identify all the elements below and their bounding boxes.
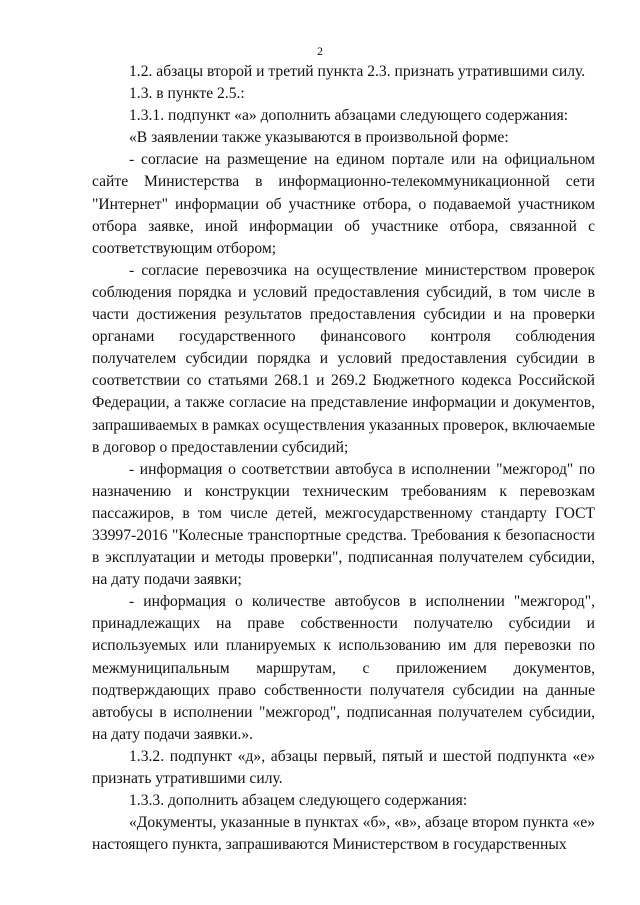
paragraph-1-2: 1.2. абзацы второй и третий пункта 2.3. признать утратившими силу. [129,63,586,80]
paragraph-documents-requested: «Документы, указанные в пунктах «б», «в», абзаце втором пункта «е» настоящего пункта, запрашиваются Министерством в государственных [92,814,595,854]
paragraph-1-3-2: 1.3.2. подпункт «д», абзацы первый, пятый и шестой подпункта «е» признать утратившими силу. [92,747,595,787]
paragraph-application-intro: «В заявлении также указываются в произвольной форме: [129,129,509,147]
paragraph-consent-inspections: - согласие перевозчика на осуществление министерством проверок соблюдения порядка и условий предоставления субсидий, в том числе в части достижения результатов предоставления субсидии и на проверки органами государственного финансового контроля соблюдения получателем субсидии порядка и условий предоставления субсидии в соответствии со статьями 268.1 и 269.2 Бюджетного кодекса Российской Федерации, а также согласие на представление информации и документов, запрашиваемых в рамках осуществления указанных проверок, включаемые в договор о предоставлении субсидий; [92,261,595,456]
paragraph-consent-portal: - согласие на размещение на едином портале или на официальном сайте Министерства в информационно-телекоммуникационной сети "Интернет" информации об участнике отбора, о подаваемой участником отбора заявке, иной информации об участнике отбора, связанной с соответствующим отбором; [92,151,595,257]
paragraph-1-3: 1.3. в пункте 2.5.: [129,85,245,103]
document-body [92,61,595,856]
paragraph-bus-count-info: - информация о количестве автобусов в исполнении "межгород", принадлежащих на праве собственности получателю субсидии и используемых или планируемых к использованию им для перевозки по межмуниципальным маршрутам, с приложением документов, подтверждающих право собственности получателя субсидии на данные автобусы в исполнении "межгород", подписанная получателем субсидии, на дату подачи заявки.». [92,593,595,743]
page-number: 2 [317,44,323,58]
paragraph-1-3-1: 1.3.1. подпункт «а» дополнить абзацами следующего содержания: [129,107,569,125]
paragraph-bus-compliance-info: - информация о соответствии автобуса в исполнении "межгород" по назначению и конструкции техническим требованиям к перевозкам пассажиров, в том числе детей, межгосударственному стандарту ГОСТ 33997-2016 "Колесные транспортные средства. Требования к безопасности в эксплуатации и методы проверки", подписанная получателем субсидии, на дату подачи заявки; [92,460,595,589]
paragraph-1-3-3: 1.3.3. дополнить абзацем следующего содержания: [129,792,468,810]
